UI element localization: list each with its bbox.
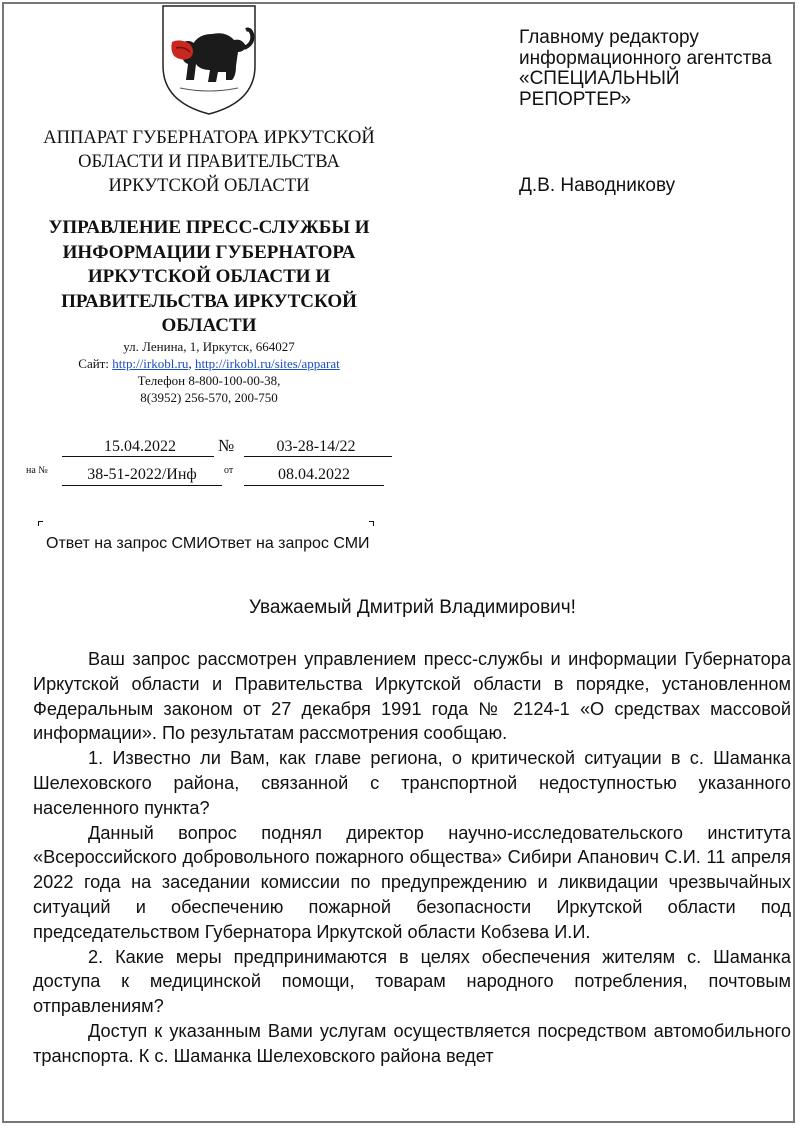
site-line — [20, 355, 398, 372]
letter-body — [33, 647, 791, 1069]
irkutsk-coat-of-arms-icon — [160, 4, 258, 116]
number-sign: № — [218, 436, 235, 455]
site-label: Сайт: — [78, 356, 109, 371]
letter-subject: Ответ на запрос СМИОтвет на запрос СМИ — [46, 535, 370, 552]
addressee-name: Д.В. Наводникову — [519, 175, 676, 196]
outgoing-number: 03-28-14/22 — [276, 438, 356, 455]
phone-line-2: 8(3952) 256-570, 200-750 — [140, 390, 278, 405]
site-link-main[interactable]: http://irkobl.ru — [112, 356, 189, 371]
subject-corner-left — [38, 521, 43, 526]
subject-corner-right — [369, 521, 374, 526]
body-answer-1: Данный вопрос поднял директор научно-исследовательского института «Всероссийского добровольного пожарного общества» Сибири Апанович С.И. 11 апреля 2022 года на заседании комиссии по предупреждению и ликвидации чрезвычайных ситуаций и обеспечению пожарной безопасности Иркутской области под председательством Губернатора Иркутской области Кобзева И.И. — [33, 822, 791, 942]
site-separator: , — [188, 356, 192, 371]
outgoing-date-underline — [62, 456, 214, 457]
reference-number: 38-51-2022/Инф — [87, 466, 197, 483]
outgoing-date: 15.04.2022 — [104, 438, 176, 455]
body-answer-2: Доступ к указанным Вами услугам осуществляется посредством автомобильного транспорта. К с. Шаманка Шелеховского района ведет — [33, 1020, 791, 1066]
reference-date: 08.04.2022 — [278, 466, 350, 483]
addressee-position: Главному редактору информационного агентства «СПЕЦИАЛЬНЫЙ РЕПОРТЕР» — [519, 27, 772, 110]
reference-date-underline — [244, 485, 384, 486]
org-department-title: УПРАВЛЕНИЕ ПРЕСС-СЛУЖБЫ И ИНФОРМАЦИИ ГУБЕРНАТОРА ИРКУТСКОЙ ОБЛАСТИ И ПРАВИТЕЛЬСТВА ИРКУТСКОЙ ОБЛАСТИ — [48, 217, 370, 336]
outgoing-number-underline — [244, 456, 392, 457]
body-question-2: 2. Какие меры предпринимаются в целях обеспечения жителям с. Шаманка доступа к медицинской помощи, товарам народного потребления, почтовым отправлениям? — [33, 946, 791, 1017]
site-link-apparat[interactable]: http://irkobl.ru/sites/apparat — [194, 356, 340, 371]
reference-prefix: на № — [26, 465, 48, 476]
phone-line-1: Телефон 8-800-100-00-38, — [137, 373, 281, 388]
address: ул. Ленина, 1, Иркутск, 664027 — [123, 339, 295, 354]
contacts-block — [20, 338, 398, 406]
salutation: Уважаемый Дмитрий Владимирович! — [249, 597, 576, 618]
reference-number-underline — [62, 485, 222, 486]
body-question-1: 1. Известно ли Вам, как главе региона, о критической ситуации в с. Шаманка Шелеховского района, связанной с транспортной недоступностью указанного населенного пункта? — [33, 748, 791, 818]
body-paragraph-intro: Ваш запрос рассмотрен управлением пресс-службы и информации Губернатора Иркутской области и Правительства Иркутской области в порядке, установленном Федеральным законом от 27 декабря 1991 года № 2124-1 «О средствах массовой информации». По результатам рассмотрения сообщаю. — [33, 649, 791, 744]
org-apparat-title: АППАРАТ ГУБЕРНАТОРА ИРКУТСКОЙ ОБЛАСТИ И ПРАВИТЕЛЬСТВА ИРКУТСКОЙ ОБЛАСТИ — [43, 128, 375, 196]
reference-from: от — [224, 465, 234, 476]
